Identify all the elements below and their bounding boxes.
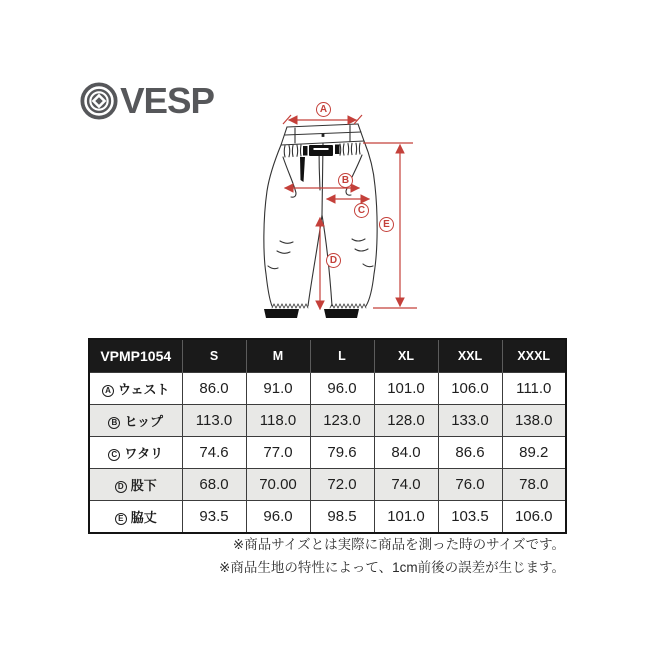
- size-table-row: [89, 501, 566, 534]
- size-column-xxxl: XXXL: [502, 339, 566, 373]
- measure-value: 78.0: [502, 469, 566, 501]
- measure-value: 133.0: [438, 405, 502, 437]
- size-table-header-row: [89, 339, 566, 373]
- size-table-row: [89, 437, 566, 469]
- size-table: [88, 338, 567, 534]
- measure-value: 70.00: [246, 469, 310, 501]
- measure-value: 77.0: [246, 437, 310, 469]
- measure-value: 138.0: [502, 405, 566, 437]
- pants-cuffs: [264, 309, 359, 318]
- measure-value: 68.0: [182, 469, 246, 501]
- size-column-s: S: [182, 339, 246, 373]
- measure-value: 103.5: [438, 501, 502, 534]
- brand-logo-icon: [80, 82, 118, 120]
- measure-value: 111.0: [502, 373, 566, 405]
- measure-value: 86.6: [438, 437, 502, 469]
- size-column-m: M: [246, 339, 310, 373]
- measure-value: 128.0: [374, 405, 438, 437]
- measure-value: 106.0: [438, 373, 502, 405]
- measure-value: 74.6: [182, 437, 246, 469]
- measure-value: 101.0: [374, 373, 438, 405]
- size-column-xxl: XXL: [438, 339, 502, 373]
- diagram-label-c: C: [354, 203, 369, 218]
- measure-label: B ヒップ: [89, 405, 182, 437]
- measure-value: 113.0: [182, 405, 246, 437]
- measure-value: 118.0: [246, 405, 310, 437]
- size-column-xl: XL: [374, 339, 438, 373]
- measure-value: 93.5: [182, 501, 246, 534]
- measure-label: A ウェスト: [89, 373, 182, 405]
- size-column-l: L: [310, 339, 374, 373]
- measure-value: 96.0: [246, 501, 310, 534]
- measure-letter-badge: E: [115, 513, 127, 525]
- measure-label: E 脇丈: [89, 501, 182, 534]
- note-line-1: ※商品サイズとは実際に商品を測った時のサイズです。: [232, 537, 565, 552]
- measure-value: 84.0: [374, 437, 438, 469]
- measure-value: 76.0: [438, 469, 502, 501]
- measure-value: 86.0: [182, 373, 246, 405]
- measure-value: 74.0: [374, 469, 438, 501]
- measure-letter-badge: A: [102, 385, 114, 397]
- measure-value: 98.5: [310, 501, 374, 534]
- brand-logo: [80, 82, 213, 120]
- measure-value: 123.0: [310, 405, 374, 437]
- diagram-label-a: A: [316, 102, 331, 117]
- note-line-2: ※商品生地の特性によって、1cm前後の誤差が生じます。: [219, 560, 565, 575]
- measure-value: 96.0: [310, 373, 374, 405]
- measure-letter-badge: B: [108, 417, 120, 429]
- size-table-row: [89, 373, 566, 405]
- measure-value: 106.0: [502, 501, 566, 534]
- measure-label: D 股下: [89, 469, 182, 501]
- diagram-label-d: D: [326, 253, 341, 268]
- measure-value: 91.0: [246, 373, 310, 405]
- diagram-label-e: E: [379, 217, 394, 232]
- model-code: VPMP1054: [89, 339, 182, 373]
- size-table-row: [89, 469, 566, 501]
- measure-value: 89.2: [502, 437, 566, 469]
- measure-label: C ワタリ: [89, 437, 182, 469]
- measure-letter-badge: D: [115, 481, 127, 493]
- measure-value: 79.6: [310, 437, 374, 469]
- measure-letter-badge: C: [108, 449, 120, 461]
- measure-value: 72.0: [310, 469, 374, 501]
- size-table-row: [89, 405, 566, 437]
- measure-value: 101.0: [374, 501, 438, 534]
- pants-measurement-diagram: [250, 94, 480, 338]
- size-notes: [88, 533, 565, 579]
- brand-logo-text: VESP: [120, 80, 214, 121]
- diagram-label-b: B: [338, 173, 353, 188]
